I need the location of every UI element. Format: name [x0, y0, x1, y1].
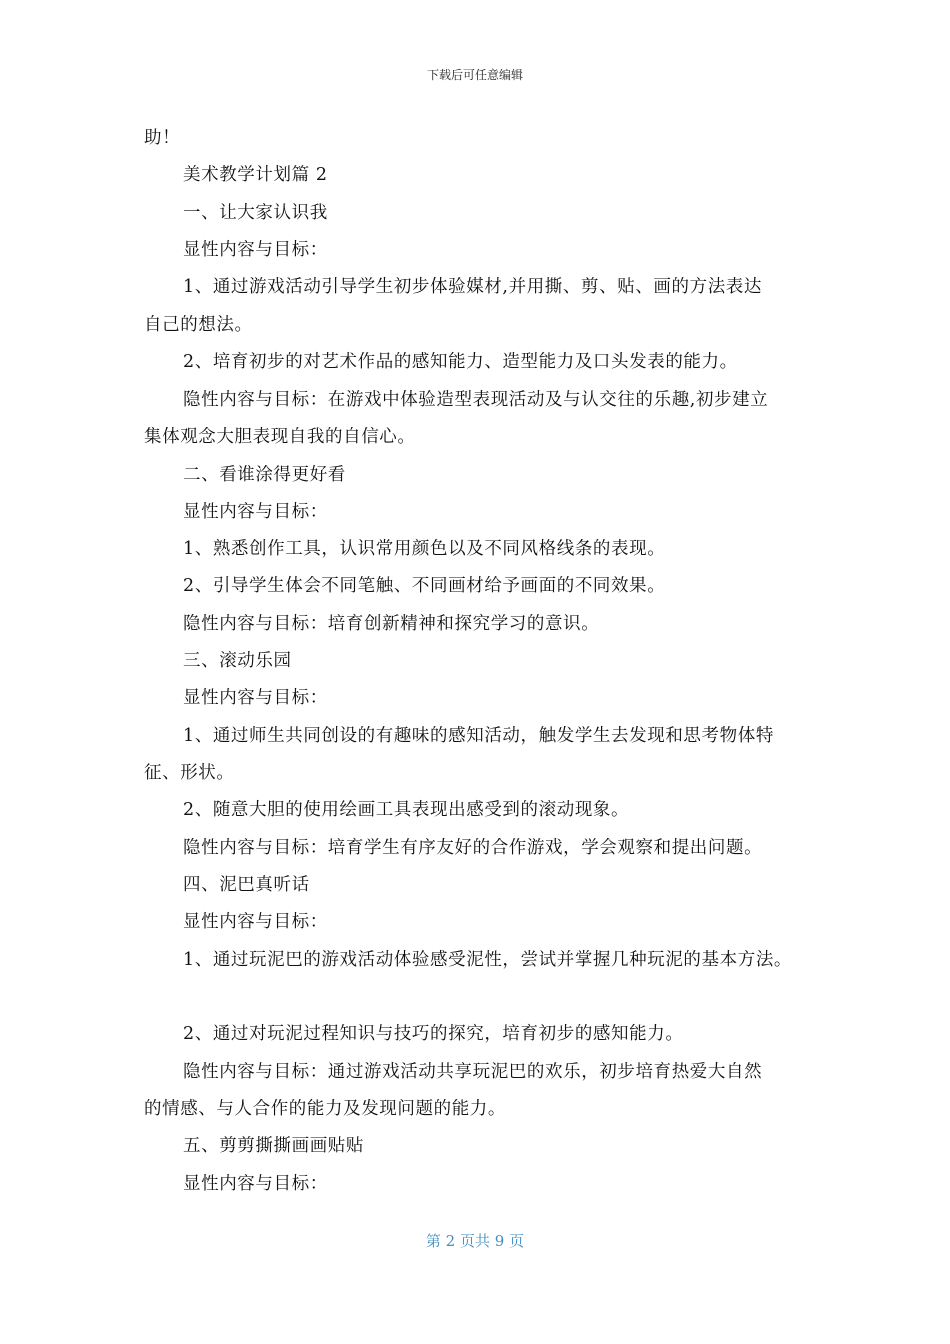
- text-line: 显性内容与目标：: [183, 688, 328, 708]
- text-line: 1、通过游戏活动引导学生初步体验媒材,并用撕、剪、贴、画的方法表达: [183, 277, 762, 297]
- section-title: 美术教学计划篇 2: [183, 165, 328, 185]
- text-line: 隐性内容与目标：培育学生有序友好的合作游戏，学会观察和提出问题。: [183, 838, 763, 858]
- heading-5: 五、剪剪撕撕画画贴贴: [183, 1136, 364, 1156]
- text-line: 助！: [144, 128, 181, 148]
- text-line: 显性内容与目标：: [183, 1174, 328, 1194]
- text-line: 征、形状。: [144, 763, 235, 783]
- text-line: 2、通过对玩泥过程知识与技巧的探究，培育初步的感知能力。: [183, 1024, 684, 1044]
- heading-2: 二、看谁涂得更好看: [183, 465, 346, 485]
- text-line: 显性内容与目标：: [183, 502, 328, 522]
- text-line: 自己的想法。: [144, 315, 253, 335]
- page-footer: 第 2 页共 9 页: [425, 1232, 525, 1250]
- text-line: 1、通过师生共同创设的有趣味的感知活动，触发学生去发现和思考物体特: [183, 726, 774, 746]
- text-line: 2、随意大胆的使用绘画工具表现出感受到的滚动现象。: [183, 800, 630, 820]
- text-line: 2、培育初步的对艺术作品的感知能力、造型能力及口头发表的能力。: [183, 352, 738, 372]
- heading-4: 四、泥巴真听话: [183, 875, 310, 895]
- text-line: 1、熟悉创作工具，认识常用颜色以及不同风格线条的表现。: [183, 539, 666, 559]
- text-line: 显性内容与目标：: [183, 912, 328, 932]
- text-line: 2、引导学生体会不同笔触、不同画材给予画面的不同效果。: [183, 576, 666, 596]
- text-line: 显性内容与目标：: [183, 240, 328, 260]
- text-line: 隐性内容与目标：通过游戏活动共享玩泥巴的欢乐，初步培育热爱大自然: [183, 1062, 763, 1082]
- heading-1: 一、让大家认识我: [183, 203, 328, 223]
- text-line: 隐性内容与目标：培育创新精神和探究学习的意识。: [183, 614, 600, 634]
- text-line: 的情感、与人合作的能力及发现问题的能力。: [144, 1099, 506, 1119]
- page-header: 下载后可任意编辑: [426, 68, 523, 82]
- text-line: 集体观念大胆表现自我的自信心。: [144, 427, 416, 447]
- text-line: 1、通过玩泥巴的游戏活动体验感受泥性，尝试并掌握几种玩泥的基本方法。: [183, 950, 793, 970]
- heading-3: 三、滚动乐园: [183, 651, 292, 671]
- text-line: 隐性内容与目标：在游戏中体验造型表现活动及与认交往的乐趣,初步建立: [183, 390, 769, 410]
